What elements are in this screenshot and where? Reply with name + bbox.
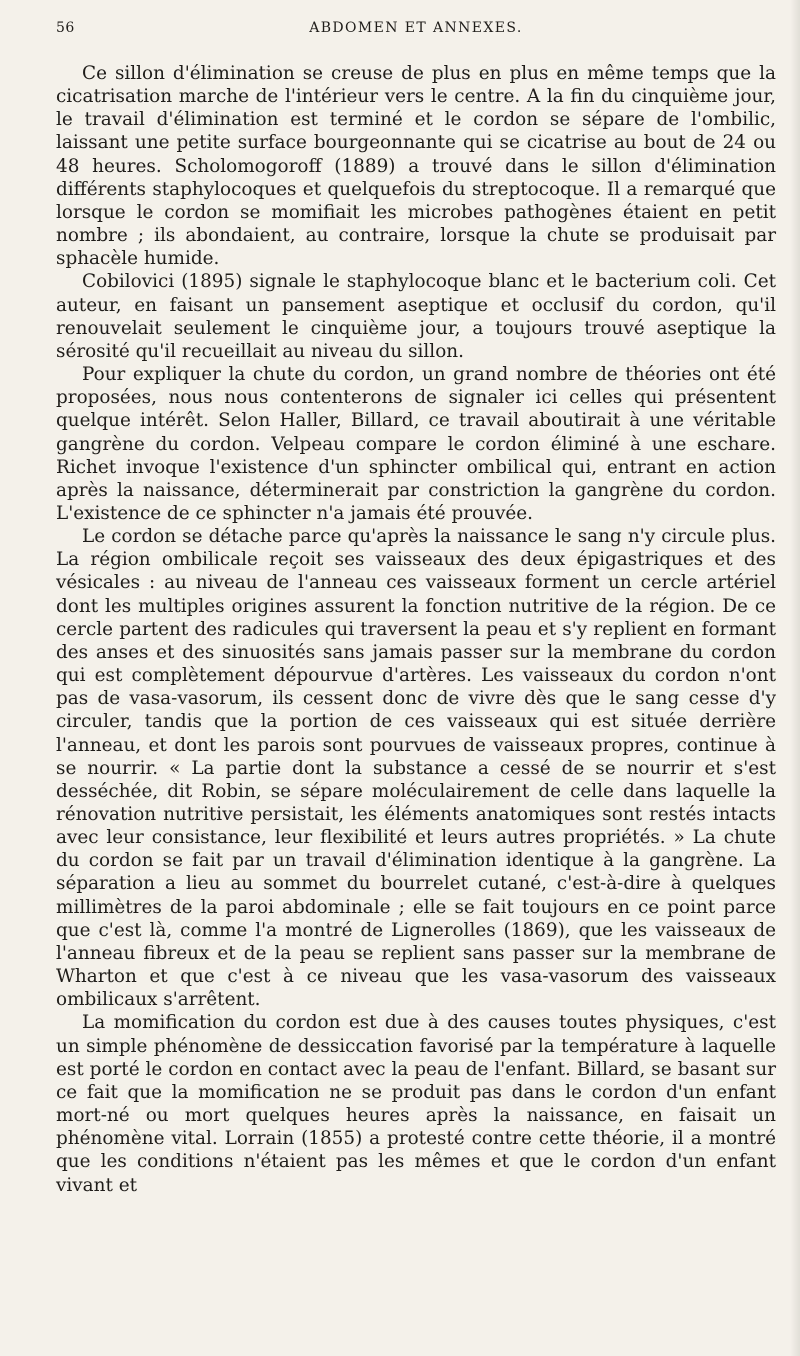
paragraph: Ce sillon d'élimination se creuse de plus en plus en même temps que la cicatrisation marche de l'intérieur vers le centre. A la fin du cinquième jour, le travail d'élimination est terminé et le cordon se sépare de l'ombilic, laissant une petite surface bourgeonnante qui se cicatrise au bout de 24 ou 48 heures. Scholomogoroff (1889) a trouvé dans le sillon d'élimination différents staphylocoques et quelquefois du streptocoque. Il a remarqué que lorsque le cordon se momifiait les microbes pathogènes étaient en petit nombre ; ils abondaient, au contraire, lorsque la chute se produisait par sphacèle humide. [56,63,776,270]
body-text [56,62,776,1197]
page-number: 56 [56,20,75,36]
paragraph: Le cordon se détache parce qu'après la naissance le sang n'y circule plus. La région ombilicale reçoit ses vaisseaux des deux épigastriques et des vésicales : au niveau de l'anneau ces vaisseaux forment un cercle artériel dont les multiples origines assurent la fonction nutritive de la région. De ce cercle partent des radicules qui traversent la peau et s'y replient en formant des anses et des sinuosités sans jamais passer sur la membrane du cordon qui est complètement dépourvue d'artères. Les vaisseaux du cordon n'ont pas de vasa-vasorum, ils cessent donc de vivre dès que le sang cesse d'y circuler, tandis que la portion de ces vaisseaux qui est située derrière l'anneau, et dont les parois sont pourvues de vaisseaux propres, continue à se nourrir. « La partie dont la substance a cessé de se nourrir et s'est desséchée, dit Robin, se sépare moléculairement de celle dans laquelle la rénovation nutritive persistait, les éléments anatomiques sont restés intacts avec leur consistance, leur flexibilité et leurs autres propriétés. » La chute du cordon se fait par un travail d'élimination identique à la gangrène. La séparation a lieu au sommet du bourrelet cutané, c'est-à-dire à quelques millimètres de la paroi abdominale ; elle se fait toujours en ce point parce que c'est là, comme l'a montré de Lignerolles (1869), que les vaisseaux de l'anneau fibreux et de la peau se replient sans passer sur la membrane de Wharton et que c'est à ce niveau que les vasa-vasorum des vaisseaux ombilicaux s'arrêtent. [56,526,776,1011]
paragraph: Cobilovici (1895) signale le staphylocoque blanc et le bacterium coli. Cet auteur, en faisant un pansement aseptique et occlusif du cordon, qu'il renouvelait seulement le cinquième jour, a toujours trouvé aseptique la sérosité qu'il recueillait au niveau du sillon. [56,271,776,362]
page-edge-shadow [790,0,800,1356]
paragraph: La momification du cordon est due à des causes toutes physiques, c'est un simple phénomène de dessiccation favorisé par la température à laquelle est porté le cordon en contact avec la peau de l'enfant. Billard, se basant sur ce fait que la momification ne se produit pas dans le cordon d'un enfant mort-né ou mort quelques heures après la naissance, en faisait un phénomène vital. Lorrain (1855) a protesté contre cette théorie, il a montré que les conditions n'étaient pas les mêmes et que le cordon d'un enfant vivant et [56,1012,776,1196]
paragraph: Pour expliquer la chute du cordon, un grand nombre de théories ont été proposées, nous nous contenterons de signaler ici celles qui présentent quelque intérêt. Selon Haller, Billard, ce travail aboutirait à une véritable gangrène du cordon. Velpeau compare le cordon éliminé à une eschare. Richet invoque l'existence d'un sphincter ombilical qui, entrant en action après la naissance, déterminerait par constriction la gangrène du cordon. L'existence de ce sphincter n'a jamais été prouvée. [56,364,776,524]
page-header [56,20,776,40]
running-head: ABDOMEN ET ANNEXES. [309,20,523,36]
